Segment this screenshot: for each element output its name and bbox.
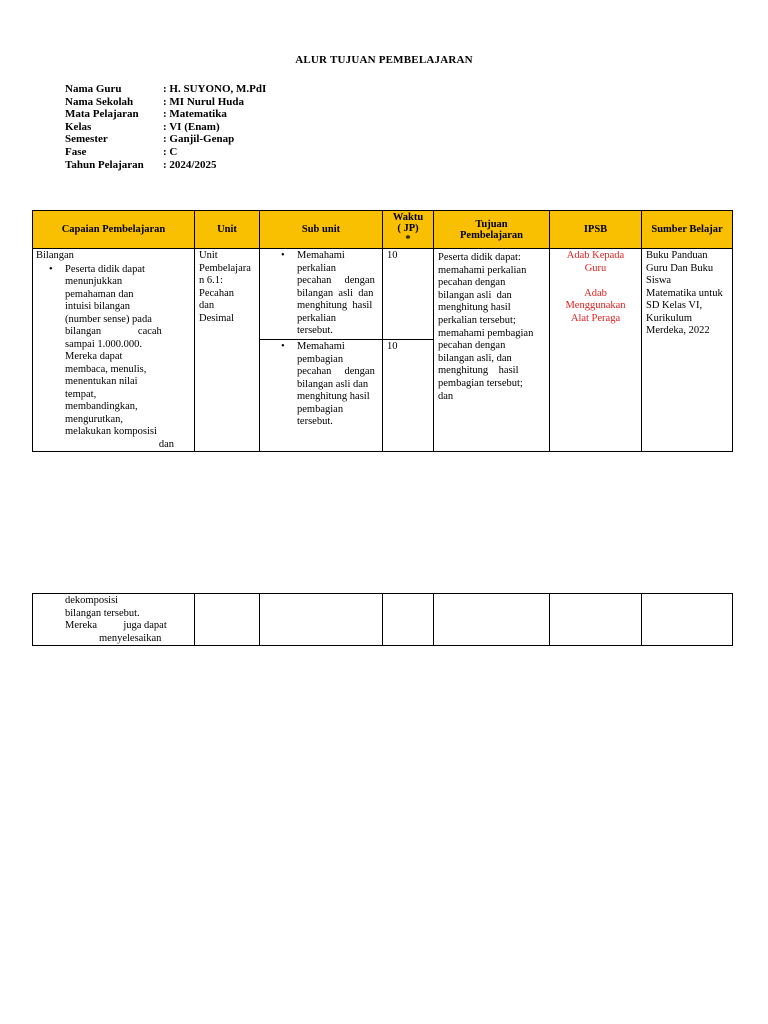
cell-tujuan-pembelajaran [434,249,550,452]
header-waktu [383,211,434,249]
unit-line: Pembelajara [199,262,251,274]
tujuan-line: menghitung hasil [438,365,519,377]
cell-sub-unit [260,594,383,646]
cp-line: (number sense) pada [65,313,152,325]
cell-waktu [383,249,434,340]
unit-line: n 6.1: [199,275,223,286]
cell-capaian-pembelajaran [33,594,195,646]
cp-line: Mereka dapat [65,351,123,362]
sub-unit-line: pecahan dengan [297,366,375,378]
sumber-line: SD Kelas VI, [646,300,703,311]
cp-line: membandingkan, [65,401,138,412]
ipsb-line: Guru [584,262,607,274]
info-row-nama-sekolah [65,96,266,109]
cell-capaian-pembelajaran [33,249,195,452]
tujuan-line: pembagian tersebut; [438,377,523,389]
tujuan-line: bilangan asli, dan [438,352,512,364]
info-value: : Matematika [163,108,227,120]
cp-line: mengurutkan, [65,413,124,425]
ipsb-spacer [553,275,638,288]
header-ipsb: IPSB [550,211,642,249]
info-row-nama-guru [65,83,266,96]
atp-table-continuation [32,593,733,646]
ipsb-line: Menggunakan [565,300,626,311]
atp-table [32,210,733,452]
cp-line: membaca, menulis, [65,363,147,375]
tujuan-line: memahami perkalian [438,264,527,276]
cp-line: dekomposisi [65,595,119,606]
table-header-row [33,211,733,249]
unit-line: dan [199,300,215,311]
table-row [33,249,733,340]
cell-waktu [383,340,434,452]
info-value: : MI Nurul Huda [163,96,244,108]
tujuan-line: menghitung hasil [438,302,511,314]
sub-unit-line: bilangan asli dan [297,287,374,299]
waktu-value: 10 [387,341,398,353]
info-label: Kelas [65,120,92,133]
bullet-icon: • [49,263,53,275]
cell-ipsb [550,249,642,452]
unit-text [195,249,259,326]
sub-unit-line: menghitung hasil [297,300,373,311]
header-waktu-line: * [405,234,411,245]
unit-line: Pecahan [199,287,234,299]
header-unit: Unit [195,211,260,249]
cell-ipsb [550,594,642,646]
tujuan-line: bilangan asli dan [438,289,512,301]
info-label: Fase [65,145,87,158]
cell-tujuan-pembelajaran [434,594,550,646]
info-value: : VI (Enam) [163,121,220,133]
cp-line: bilangan tersebut. [65,607,140,619]
info-row-fase [65,146,266,159]
ipsb-text [550,249,641,326]
page-title: ALUR TUJUAN PEMBELAJARAN [295,54,473,66]
info-label: Tahun Pelajaran [65,158,144,171]
sub-unit-line: bilangan asli dan [297,378,369,390]
cp-line: dan [158,438,174,450]
sub-unit-line: pembagian [297,353,344,365]
cp-line: menyelesaikan [99,632,162,644]
info-row-tahun-pelajaran [65,159,266,172]
bullet-icon: • [281,250,285,261]
cell-unit [195,249,260,452]
tujuan-line: memahami pembagian [438,327,534,339]
cp-heading: Bilangan [36,250,74,261]
unit-line: Unit [199,250,218,261]
waktu-value: 10 [387,250,398,261]
cp-bullet [33,264,194,452]
sub-unit-line: pecahan dengan [297,275,375,286]
cell-sumber-belajar [642,594,733,646]
cp-line: bilangan cacah [65,326,162,337]
sub-unit-line: Memahami [297,341,345,353]
sub-unit-line: pembagian [297,403,344,415]
table-row [33,594,733,646]
header-waktu-line: Waktu [392,212,424,223]
sub-unit-line: tersebut. [297,325,333,336]
info-value: : H. SUYONO, M.PdI [163,83,266,95]
info-value: : Ganjil-Genap [163,133,234,145]
sub-unit-line: Memahami [297,250,345,261]
ipsb-line: Adab Kepada [566,250,625,261]
info-row-mata-pelajaran [65,108,266,121]
tujuan-line: dan [438,390,454,402]
cell-sumber-belajar [642,249,733,452]
sumber-line: Matematika untuk [646,287,723,299]
sumber-text [642,249,732,339]
cell-unit [195,594,260,646]
info-label: Mata Pelajaran [65,108,139,121]
sub-unit-line: menghitung hasil [297,391,370,403]
sumber-line: Kurikulum [646,312,693,324]
sumber-line: Guru Dan Buku [646,262,714,274]
header-capaian-pembelajaran: Capaian Pembelajaran [33,211,195,249]
ipsb-line: Adab [584,287,607,299]
cell-waktu [383,594,434,646]
cp-line: menentukan nilai [65,376,138,387]
tujuan-line: perkalian tersebut; [438,314,516,326]
header-sumber-belajar: Sumber Belajar [642,211,733,249]
header-tujuan-line: Pembelajaran [460,229,523,241]
sub-unit-line: tersebut. [297,416,333,428]
info-value: : 2024/2025 [163,159,216,171]
header-tujuan-pembelajaran [434,211,550,249]
cp-line: pemahaman dan [65,288,134,300]
cp-line: melakukan komposisi [65,426,157,437]
sumber-line: Siswa [646,275,672,286]
sumber-line: Buku Panduan [646,250,708,261]
header-tujuan-line: Tujuan [475,218,508,230]
tujuan-line: pecahan dengan [438,277,506,289]
sub-unit-line: perkalian [297,262,337,274]
identity-block [65,83,266,171]
info-label: Semester [65,133,108,146]
cell-sub-unit [260,340,383,452]
tujuan-line: pecahan dengan [438,340,506,352]
cp-line: intuisi bilangan [65,301,131,312]
cp-line: tempat, [65,388,97,400]
cp-line: sampai 1.000.000. [65,338,142,350]
sumber-line: Merdeka, 2022 [646,325,710,336]
info-label: Nama Guru [65,83,122,95]
cp-continuation [33,594,194,645]
sub-unit-item [260,249,382,339]
tujuan-line: Peserta didik dapat: [438,252,521,263]
header-sub-unit: Sub unit [260,211,383,249]
info-row-kelas [65,121,266,134]
cp-line: Mereka juga dapat [65,620,167,631]
cell-sub-unit [260,249,383,340]
bullet-icon: • [281,341,285,353]
tujuan-text [434,249,549,406]
cp-line: menunjukkan [65,276,123,287]
unit-line: Desimal [199,312,234,324]
cp-line: Peserta didik dapat [65,263,145,275]
sub-unit-item [260,340,382,430]
ipsb-line: Alat Peraga [570,312,621,324]
info-row-semester [65,133,266,146]
info-value: : C [163,146,177,158]
info-label: Nama Sekolah [65,95,134,108]
sub-unit-line: perkalian [297,312,337,324]
header-waktu-line: ( JP) [397,223,419,234]
